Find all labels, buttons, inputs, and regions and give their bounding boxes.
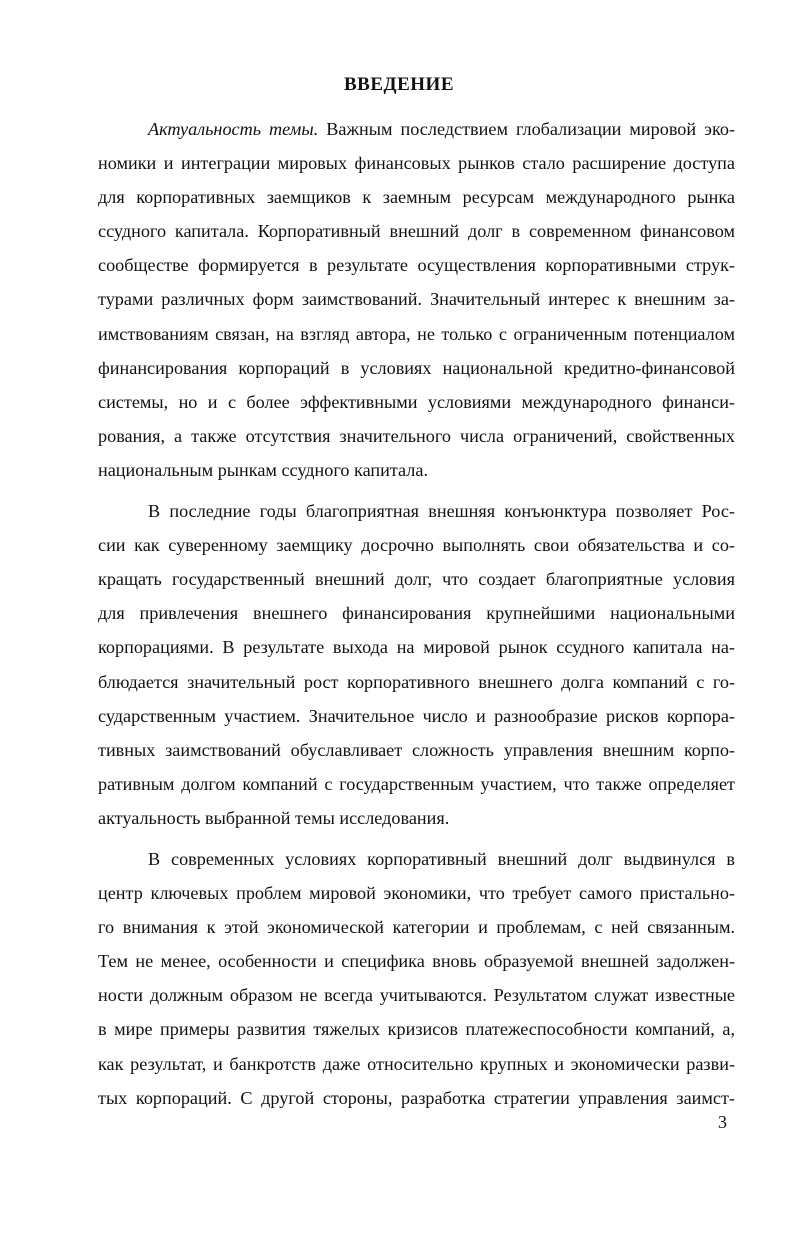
page-number: 3: [718, 1112, 727, 1132]
text-line: кращать государственный внешний долг, что создает благоприятные условия: [98, 569, 735, 590]
text-line: Тем не менее, особенности и специфика вновь образуемой внешней задолжен-: [98, 951, 735, 972]
text-line: номики и интеграции мировых финансовых рынков стало расширение доступа: [98, 153, 735, 174]
text-line: для корпоративных заемщиков к заемным ресурсам международного рынка: [98, 187, 735, 208]
text-line: турами различных форм заимствований. Значительный интерес к внешним за-: [98, 289, 735, 310]
text-line: го внимания к этой экономической категории и проблемам, с ней связанным.: [98, 917, 735, 938]
paragraph-conjuncture: [98, 494, 735, 835]
text-line: ссудного капитала. Корпоративный внешний долг в современном финансовом: [98, 221, 735, 242]
text-line: сударственным участием. Значительное число и разнообразие рисков корпора-: [98, 705, 735, 726]
text-line: В последние годы благоприятная внешняя конъюнктура позволяет Рос-: [148, 501, 735, 522]
page-title: ВВЕДЕНИЕ: [344, 74, 454, 95]
text-line: сии как суверенному заемщику досрочно выполнять свои обязательства и со-: [98, 535, 735, 556]
text-line: в мире примеры развития тяжелых кризисов платежеспособности компаний, а,: [98, 1019, 735, 1040]
relevance-lead: Актуальность темы.: [148, 119, 319, 139]
text-line: ности должным образом не всегда учитываются. Результатом служат известные: [98, 985, 735, 1006]
text-line: национальным рынкам ссудного капитала.: [98, 459, 428, 480]
paragraph-relevance: [98, 112, 735, 487]
text-line: центр ключевых проблем мировой экономики, что требует самого пристально-: [98, 883, 735, 904]
text-line: корпорациями. В результате выхода на мировой рынок ссудного капитала на-: [98, 637, 735, 658]
text-line: В современных условиях корпоративный внешний долг выдвинулся в: [148, 848, 735, 869]
text-line: тых корпораций. С другой стороны, разработка стратегии управления заимст-: [98, 1087, 735, 1108]
text-line: актуальность выбранной темы исследования.: [98, 807, 450, 828]
paragraph-modern-conditions: [98, 842, 735, 1115]
text-line: имствованиям связан, на взгляд автора, не только с ограниченным потенциалом: [98, 323, 735, 344]
text-line: системы, но и с более эффективными условиями международного финанси-: [98, 391, 735, 412]
text-line: сообществе формируется в результате осуществления корпоративными струк-: [98, 255, 735, 276]
text-line: блюдается значительный рост корпоративного внешнего долга компаний с го-: [98, 671, 735, 692]
text-line: ративным долгом компаний с государственным участием, что также определяет: [98, 773, 735, 794]
text-line: для привлечения внешнего финансирования крупнейшими национальными: [98, 603, 735, 624]
document-body: [98, 112, 735, 1115]
text-line: тивных заимствований обуславливает сложность управления внешним корпо-: [98, 739, 735, 760]
text-line: финансирования корпораций в условиях национальной кредитно-финансовой: [98, 357, 735, 378]
text-line: Актуальность темы. Важным последствием глобализации мировой эко-: [148, 119, 736, 139]
text-line: рования, а также отсутствия значительного числа ограничений, свойственных: [98, 425, 735, 446]
text-line: как результат, и банкротств даже относительно крупных и экономически разви-: [98, 1053, 735, 1074]
